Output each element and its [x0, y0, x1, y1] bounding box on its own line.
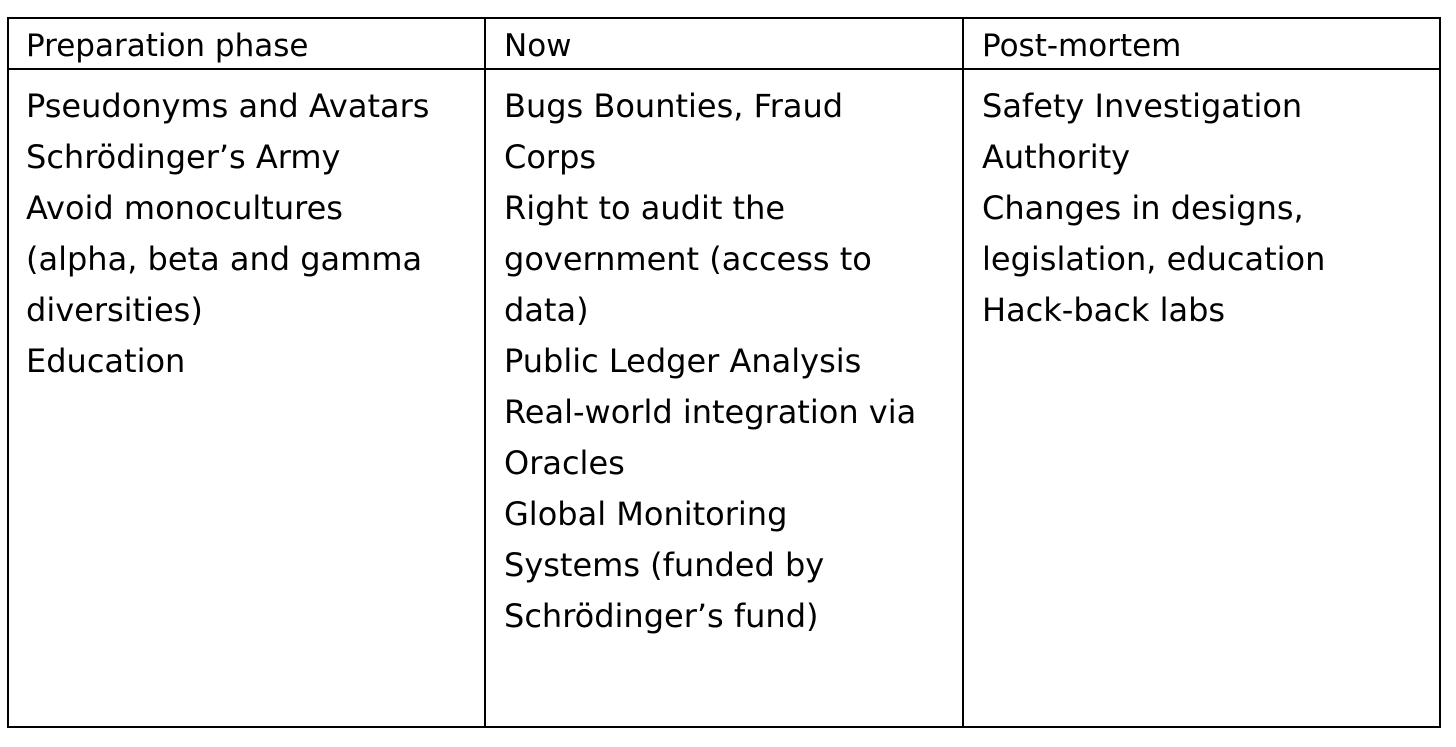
cell-line: government (access to — [504, 240, 872, 278]
cell-line: Corps — [504, 138, 597, 176]
cell-line: Authority — [982, 138, 1131, 176]
header-preparation-phase: Preparation phase — [26, 28, 309, 64]
cell-line: Changes in designs, — [982, 189, 1304, 227]
cell-line: Bugs Bounties, Fraud — [504, 87, 844, 125]
cell-line: Oracles — [504, 444, 625, 482]
cell-line: diversities) — [26, 291, 203, 329]
cell-line: Systems (funded by — [504, 546, 825, 584]
cell-line: Global Monitoring — [504, 495, 788, 533]
cell-line: Pseudonyms and Avatars — [26, 87, 430, 125]
cell-line: Schrödinger’s fund) — [504, 597, 819, 635]
cell-post-mortem — [982, 81, 1325, 336]
cell-preparation-phase — [26, 81, 429, 387]
cell-line: legislation, education — [982, 240, 1326, 278]
cell-line: Hack-back labs — [982, 291, 1226, 329]
cell-line: Schrödinger’s Army — [26, 138, 341, 176]
cell-line: Education — [26, 342, 186, 380]
cell-line: Right to audit the — [504, 189, 786, 227]
header-post-mortem: Post-mortem — [982, 28, 1182, 64]
header-now: Now — [504, 28, 572, 64]
cell-line: Real-world integration via — [504, 393, 917, 431]
info-table — [7, 17, 1441, 728]
cell-line: (alpha, beta and gamma — [26, 240, 423, 278]
cell-line: data) — [504, 291, 589, 329]
cell-line: Public Ledger Analysis — [504, 342, 862, 380]
cell-line: Avoid monocultures — [26, 189, 343, 227]
column-divider-1 — [484, 19, 486, 726]
column-divider-2 — [962, 19, 964, 726]
cell-now — [504, 81, 916, 642]
cell-line: Safety Investigation — [982, 87, 1303, 125]
